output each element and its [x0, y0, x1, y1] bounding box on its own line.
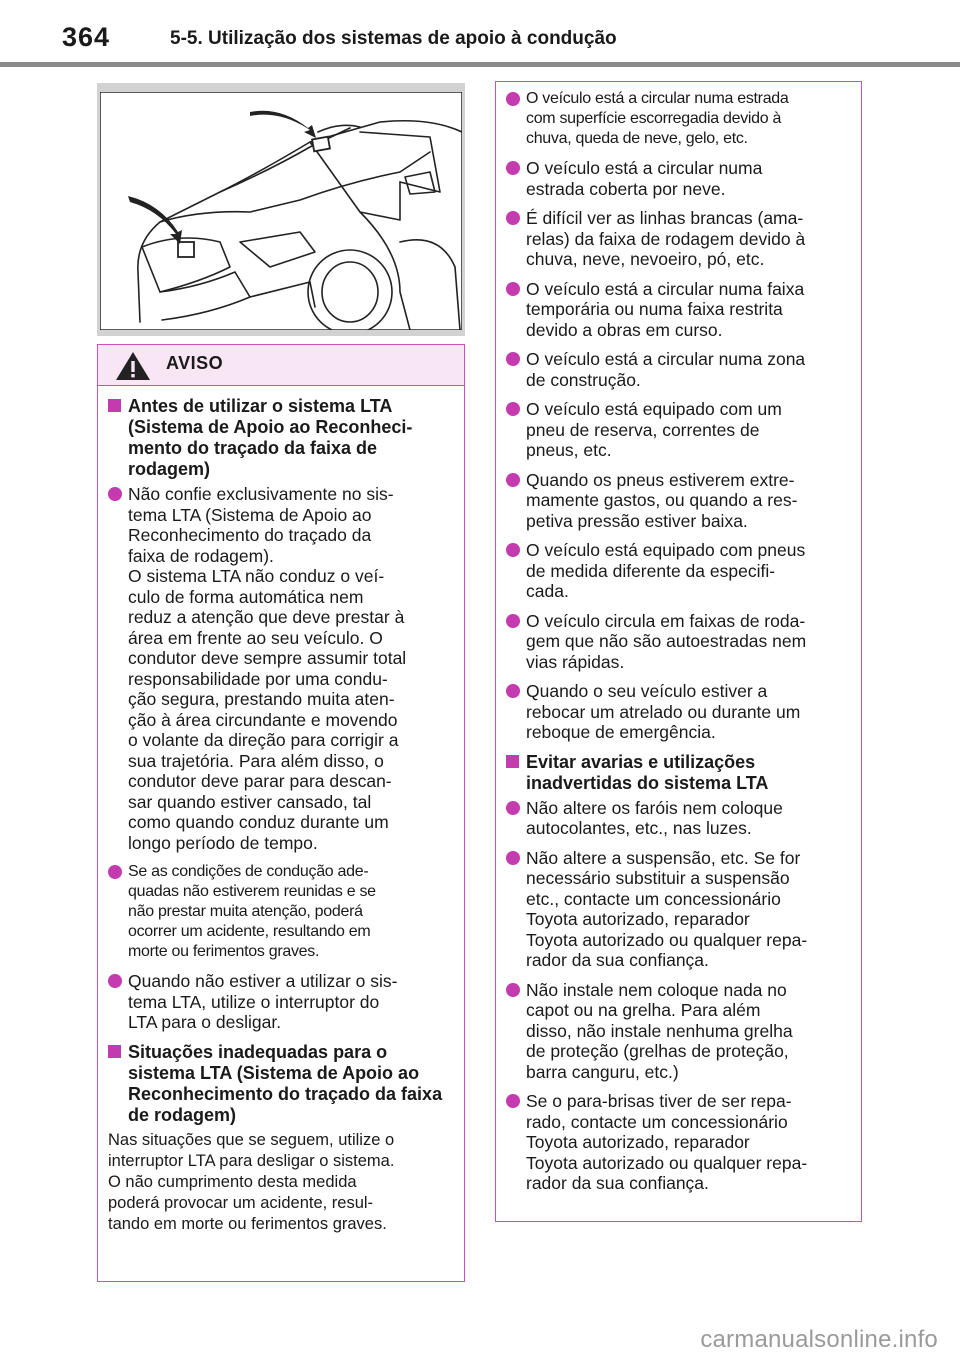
list-item: Não instale nem coloque nada no capot ou na grelha. Para além disso, não instale nenhuma grelha de proteção (grelhas de proteção, barra canguru, etc.) [506, 980, 851, 1083]
list-item: O veículo está equipado com um pneu de reserva, correntes de pneus, etc. [506, 399, 851, 461]
list-item: É difícil ver as linhas brancas (ama- relas) da faixa de rodagem devido à chuva, neve, nevoeiro, pó, etc. [506, 208, 851, 270]
warning-header [98, 345, 464, 386]
bullet-dot-icon [506, 851, 520, 865]
warning-triangle-icon [115, 351, 151, 381]
bullet-dot-icon [506, 473, 520, 487]
heading-avoid-malfunction: Evitar avarias e utilizações inadvertidas do sistema LTA [506, 752, 851, 794]
bullet-dot-icon [506, 543, 520, 557]
list-item: O veículo está a circular numa zona de construção. [506, 349, 851, 390]
bullet-dot-icon [506, 352, 520, 366]
header-divider [0, 62, 960, 67]
warning-paragraph: Nas situações que se seguem, utilize o interruptor LTA para desligar o sistema. O não cumprimento desta medida poderá provocar um acidente, resul- tando em morte ou ferimentos graves. [108, 1130, 395, 1233]
bullet-dot-icon [506, 161, 520, 175]
warning-box [97, 344, 465, 1282]
warning-bullet: Quando não estiver a utilizar o sis- tema LTA, utilize o interruptor do LTA para o desligar. [108, 971, 454, 1033]
list-item: Não altere a suspensão, etc. Se for necessário substituir a suspensão etc., contacte um concessionário Toyota autorizado, reparador Toyota autorizado ou qualquer repa- rador da sua confiança. [506, 848, 851, 971]
list-item: O veículo circula em faixas de roda- gem que não são autoestradas nem vias rápidas. [506, 611, 851, 673]
list-item: Quando os pneus estiverem extre- mamente gastos, ou quando a res- petiva pressão estiver baixa. [506, 470, 851, 532]
list-item: O veículo está a circular numa estrada com superfície escorregadia devido à chuva, queda de neve, gelo, etc. [506, 89, 851, 149]
bullet-dot-icon [506, 402, 520, 416]
bullet-dot-icon [506, 211, 520, 225]
warning-title: AVISO [166, 353, 224, 373]
warning-heading-unsuitable-situations: Situações inadequadas para o sistema LTA (Sistema de Apoio ao Reconhecimento do traçado da faixa de rodagem) [108, 1042, 454, 1126]
warning-bullet: Se as condições de condução ade- quadas não estiverem reunidas e se não prestar muita atenção, poderá ocorrer um acidente, resultando em morte ou ferimentos graves. [108, 862, 454, 962]
list-item: Se o para-brisas tiver de ser repa- rado, contacte um concessionário Toyota autorizado, reparador Toyota autorizado ou qualquer repa- rador da sua confiança. [506, 1091, 851, 1194]
warning-heading-before-use: Antes de utilizar o sistema LTA (Sistema de Apoio ao Reconheci-mento do traçado da faixa de rodagem) [108, 396, 454, 480]
list-item: Quando o seu veículo estiver a rebocar um atrelado ou durante um reboque de emergência. [506, 681, 851, 743]
bullet-dot-icon [108, 487, 122, 501]
list-item: O veículo está a circular numa estrada coberta por neve. [506, 158, 851, 199]
bullet-dot-icon [506, 801, 520, 815]
watermark: carmanualsonline.info [700, 1326, 938, 1353]
list-item: Não altere os faróis nem coloque autocolantes, etc., nas luzes. [506, 798, 851, 839]
section-title: 5-5. Utilização dos sistemas de apoio à condução [170, 28, 617, 49]
page-number: 364 [62, 22, 111, 52]
bullet-dot-icon [506, 92, 520, 106]
bullet-dot-icon [506, 684, 520, 698]
list-item: O veículo está a circular numa faixa temporária ou numa faixa restrita devido a obras em curso. [506, 279, 851, 341]
page-header [0, 0, 960, 70]
list-item: O veículo está equipado com pneus de medida diferente da especifi- cada. [506, 540, 851, 602]
car-front-camera-radar-icon [100, 92, 462, 330]
bullet-dot-icon [506, 282, 520, 296]
warning-bullet: Não confie exclusivamente no sis- tema LTA (Sistema de Apoio ao Reconhecimento do traçado da faixa de rodagem). O sistema LTA não conduz o veí- culo de forma automática nem reduz a atenção que deve prestar à área em frente ao seu veículo. O condutor deve sempre assumir total responsabilidade por uma condu- ção segura, prestando muita aten- ção à área circundante e movendo o volante da direção para corrigir a sua trajetória. Para além disso, o condutor deve parar para descan- sar quando estiver cansado, tal como quando conduz durante um longo período de tempo. [108, 484, 454, 853]
bullet-dot-icon [108, 865, 122, 879]
warning-box-continued [495, 81, 862, 1222]
bullet-dot-icon [108, 974, 122, 988]
vehicle-illustration [97, 83, 465, 336]
bullet-dot-icon [506, 983, 520, 997]
bullet-dot-icon [506, 614, 520, 628]
bullet-dot-icon [506, 1094, 520, 1108]
